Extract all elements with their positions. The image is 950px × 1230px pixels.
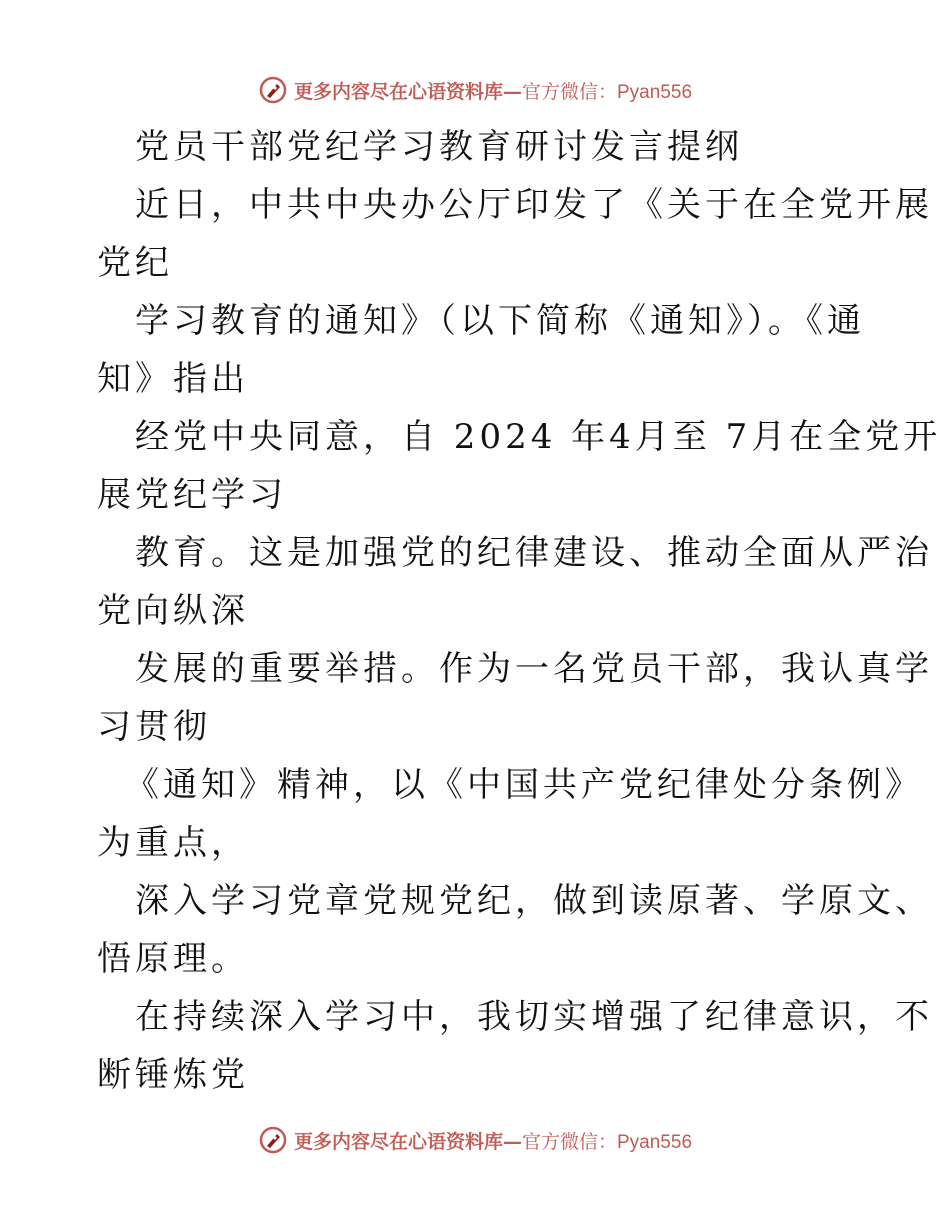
- document-line: 悟原理。: [97, 939, 249, 979]
- document-line: 近日，中共中央办公厅印发了《关于在全党开展: [135, 185, 933, 225]
- pen-nib-circle-icon: [258, 75, 288, 105]
- document-line: 学习教育的通知》（以下简称《通知》）。《通: [135, 301, 865, 341]
- document-line: 为重点，: [97, 823, 249, 863]
- document-line: 经党中央同意，自 2024 年4月至 7月在全党开: [135, 417, 942, 457]
- footer-banner-text: 更多内容尽在心语资料库—: [293, 1130, 522, 1153]
- document-line: 习贯彻: [97, 707, 211, 747]
- document-line: 教育。这是加强党的纪律建设、推动全面从严治: [135, 533, 933, 573]
- document-line: 知》指出: [97, 359, 249, 399]
- footer-banner: [0, 1120, 950, 1160]
- footer-banner-wechat: 官方微信：Pyan556: [522, 1131, 693, 1153]
- document-line: 断锤炼党: [97, 1055, 249, 1095]
- pen-nib-circle-icon: [258, 1125, 288, 1155]
- document-line: 在持续深入学习中，我切实增强了纪律意识，不: [135, 997, 933, 1037]
- document-line: 党向纵深: [97, 591, 249, 631]
- header-banner-wechat: 官方微信：Pyan556: [522, 81, 693, 103]
- header-banner: [0, 70, 950, 110]
- header-banner-text: 更多内容尽在心语资料库—: [293, 80, 522, 103]
- document-title: 党员干部党纪学习教育研讨发言提纲: [135, 127, 743, 167]
- document-line: 《通知》精神，以《中国共产党纪律处分条例》: [125, 765, 923, 805]
- document-line: 发展的重要举措。作为一名党员干部，我认真学: [135, 649, 933, 689]
- document-line: 展党纪学习: [97, 475, 287, 515]
- document-body: [97, 118, 942, 1104]
- document-line: 党纪: [97, 243, 173, 283]
- document-line: 深入学习党章党规党纪，做到读原著、学原文、: [135, 881, 933, 921]
